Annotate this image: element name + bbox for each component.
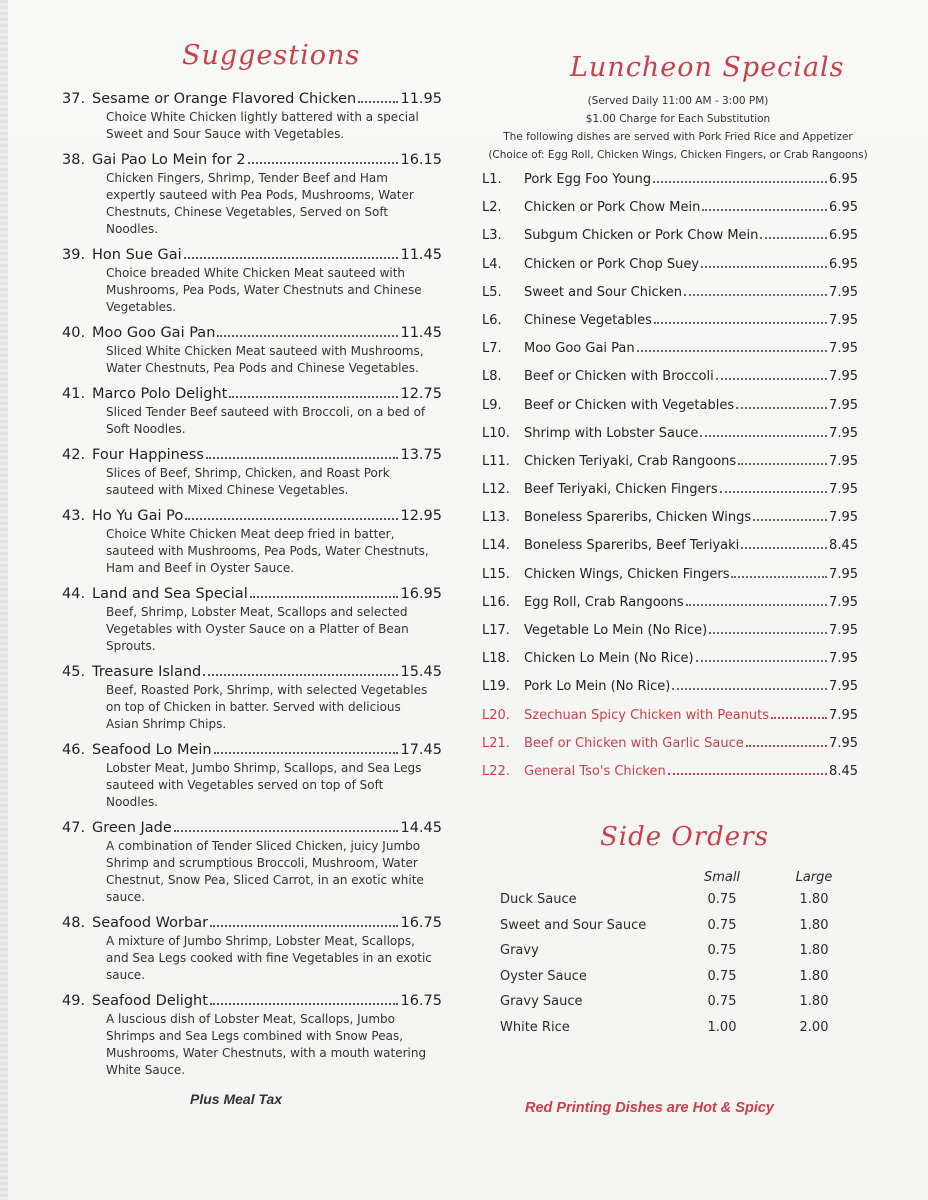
- suggestion-price: 16.15: [400, 152, 442, 168]
- suggestion-item: [62, 385, 442, 438]
- luncheon-item: [482, 764, 858, 792]
- suggestion-item: [62, 446, 442, 499]
- luncheon-code: L11.: [482, 453, 510, 469]
- suggestion-name: Moo Goo Gai Pan: [92, 325, 216, 341]
- luncheon-code: L19.: [482, 679, 510, 695]
- suggestion-heading: [62, 151, 442, 170]
- suggestions-title: Suggestions: [182, 40, 361, 71]
- luncheon-price: 7.95: [829, 341, 858, 357]
- suggestion-number: 37.: [62, 91, 86, 107]
- luncheon-price: 7.95: [829, 453, 858, 469]
- luncheon-charge: $1.00 Charge for Each Substitution: [585, 113, 771, 125]
- luncheon-name: Moo Goo Gai Pan: [524, 341, 635, 357]
- luncheon-name: Subgum Chicken or Pork Chow Mein: [524, 228, 759, 244]
- luncheon-served: (Served Daily 11:00 AM - 3:00 PM): [587, 95, 769, 107]
- suggestion-price: 11.45: [400, 247, 442, 263]
- luncheon-name: Beef or Chicken with Broccoli: [524, 369, 714, 385]
- dot-leader: [731, 576, 827, 578]
- luncheon-name: Beef or Chicken with Vegetables: [524, 397, 735, 413]
- suggestion-heading: [62, 324, 442, 343]
- luncheon-item: [482, 228, 858, 256]
- luncheon-code: L8.: [482, 369, 502, 385]
- side-order-small-price: 0.75: [707, 943, 737, 958]
- suggestion-name: Seafood Lo Mein: [92, 742, 212, 758]
- luncheon-name: Shrimp with Lobster Sauce: [524, 425, 699, 441]
- luncheon-name: Szechuan Spicy Chicken with Peanuts: [524, 707, 770, 723]
- dot-leader: [184, 257, 399, 259]
- luncheon-name: Boneless Spareribs, Chicken Wings: [524, 510, 752, 526]
- luncheon-code: L15.: [482, 566, 510, 582]
- suggestion-price: 17.45: [400, 742, 442, 758]
- side-order-large-price: 1.80: [799, 968, 829, 984]
- dot-leader: [686, 604, 827, 606]
- suggestion-description: Slices of Beef, Shrimp, Chicken, and Roast Pork sauteed with Mixed Chinese Vegetables.: [106, 466, 390, 497]
- suggestion-number: 40.: [62, 325, 86, 341]
- luncheon-info: [478, 92, 878, 164]
- suggestion-price: 11.95: [400, 91, 442, 107]
- luncheon-item: [482, 341, 858, 369]
- suggestion-item: [62, 90, 442, 143]
- suggestion-name: Seafood Worbar: [92, 915, 209, 931]
- luncheon-name: Chicken Teriyaki, Crab Rangoons: [524, 453, 737, 469]
- dot-leader: [214, 752, 399, 754]
- suggestion-heading: [62, 992, 442, 1011]
- suggestion-heading: [62, 585, 442, 604]
- suggestion-number: 46.: [62, 742, 86, 758]
- suggestion-number: 43.: [62, 508, 86, 524]
- luncheon-code: L6.: [482, 312, 502, 328]
- suggestion-description: Chicken Fingers, Shrimp, Tender Beef and Ham expertly sauteed with Pea Pods, Mushrooms, Water Chestnuts, Chinese Vegetables, Served on Soft Noodles.: [106, 171, 414, 236]
- suggestion-number: 44.: [62, 586, 86, 602]
- dot-leader: [702, 209, 827, 211]
- luncheon-code: L21.: [482, 735, 510, 751]
- luncheon-price: 7.95: [829, 369, 858, 385]
- hot-spicy-note: Red Printing Dishes are Hot & Spicy: [525, 1100, 774, 1116]
- luncheon-price: 7.95: [829, 679, 858, 695]
- suggestion-name: Gai Pao Lo Mein for 2: [92, 152, 246, 168]
- luncheon-name: Egg Roll, Crab Rangoons: [524, 594, 684, 610]
- dot-leader: [654, 322, 827, 324]
- suggestion-price: 14.45: [400, 820, 442, 836]
- suggestion-description: A combination of Tender Sliced Chicken, juicy Jumbo Shrimp and scrumptious Broccoli, Mushroom, Water Chestnut, Snow Pea, Sliced Carrot, in an exotic white sauce.: [106, 839, 424, 904]
- dot-leader: [248, 162, 399, 164]
- suggestion-item: [62, 819, 442, 906]
- dot-leader: [668, 773, 827, 775]
- suggestion-number: 48.: [62, 915, 86, 931]
- luncheon-price: 7.95: [829, 284, 858, 300]
- luncheon-price: 7.95: [829, 566, 858, 582]
- luncheon-name: General Tso's Chicken: [524, 763, 666, 779]
- suggestion-description: Choice breaded White Chicken Meat sauteed with Mushrooms, Pea Pods, Water Chestnuts and Chinese Vegetables.: [106, 266, 422, 314]
- luncheon-name: Chicken or Pork Chop Suey: [524, 256, 700, 272]
- luncheon-name: Pork Lo Mein (No Rice): [524, 679, 671, 695]
- luncheon-price: 7.95: [829, 397, 858, 413]
- luncheon-name: Chicken Wings, Chicken Fingers: [524, 566, 730, 582]
- dot-leader: [185, 518, 398, 520]
- luncheon-code: L18.: [482, 651, 510, 667]
- suggestion-description: Sliced Tender Beef sauteed with Broccoli, on a bed of Soft Noodles.: [106, 405, 426, 436]
- luncheon-name: Beef or Chicken with Garlic Sauce: [524, 735, 744, 751]
- suggestion-name: Four Happiness: [92, 447, 204, 463]
- side-order-large-price: 1.80: [799, 994, 829, 1009]
- luncheon-choice: (Choice of: Egg Roll, Chicken Wings, Chicken Fingers, or Crab Rangoons): [488, 149, 868, 161]
- dot-leader: [217, 335, 398, 337]
- suggestion-item: [62, 914, 442, 984]
- side-order-small-price: 1.00: [707, 1019, 737, 1035]
- luncheon-price: 6.95: [829, 172, 858, 187]
- dot-leader: [653, 181, 827, 183]
- luncheon-price: 7.95: [829, 651, 858, 667]
- side-order-small-price: 0.75: [707, 994, 737, 1009]
- suggestion-number: 45.: [62, 664, 86, 680]
- suggestion-name: Sesame or Orange Flavored Chicken: [92, 91, 357, 107]
- page-edge: [0, 0, 8, 1200]
- luncheon-code: L16.: [482, 594, 510, 610]
- suggestion-price: 16.95: [400, 586, 442, 602]
- suggestion-heading: [62, 507, 442, 526]
- luncheon-price: 8.45: [829, 538, 858, 554]
- suggestion-description: A mixture of Jumbo Shrimp, Lobster Meat, Scallops, and Sea Legs cooked with fine Vegetables in an exotic sauce.: [106, 934, 432, 982]
- luncheon-code: L9.: [482, 397, 502, 413]
- suggestion-name: Seafood Delight: [92, 993, 208, 1009]
- suggestion-price: 15.45: [400, 664, 442, 680]
- large-column-label: Large: [795, 870, 833, 885]
- suggestion-item: [62, 585, 442, 655]
- luncheon-item: [482, 426, 858, 454]
- dot-leader: [672, 688, 827, 690]
- suggestion-description: Beef, Roasted Pork, Shrimp, with selected Vegetables on top of Chicken in batter. Served with delicious Asian Shrimp Chips.: [106, 683, 428, 731]
- side-order-large-price: 1.80: [799, 892, 829, 907]
- suggestion-number: 42.: [62, 447, 86, 463]
- luncheon-code: L2.: [482, 200, 502, 216]
- dot-leader: [210, 1003, 399, 1005]
- luncheon-item: [482, 567, 858, 595]
- suggestion-heading: [62, 446, 442, 465]
- luncheon-item: [482, 651, 858, 679]
- luncheon-code: L4.: [482, 256, 502, 272]
- suggestion-item: [62, 663, 442, 733]
- suggestion-number: 47.: [62, 820, 86, 836]
- suggestion-number: 38.: [62, 152, 86, 168]
- luncheon-list: [482, 172, 858, 792]
- suggestion-description: Choice White Chicken lightly battered with a special Sweet and Sour Sauce with Vegetables.: [106, 110, 419, 141]
- dot-leader: [701, 266, 827, 268]
- luncheon-item: [482, 708, 858, 736]
- suggestion-item: [62, 246, 442, 316]
- luncheon-code: L3.: [482, 228, 502, 244]
- side-order-small-price: 0.75: [707, 968, 737, 984]
- suggestion-price: 16.75: [400, 993, 442, 1009]
- side-order-small-price: 0.75: [707, 917, 737, 933]
- luncheon-name: Boneless Spareribs, Beef Teriyaki: [524, 538, 740, 554]
- suggestion-price: 12.75: [400, 386, 442, 402]
- luncheon-item: [482, 538, 858, 566]
- luncheon-item: [482, 679, 858, 707]
- side-order-large-price: 2.00: [799, 1019, 829, 1035]
- side-order-row: [500, 1020, 840, 1046]
- dot-leader: [746, 745, 827, 747]
- tax-note: Plus Meal Tax: [190, 1091, 283, 1107]
- luncheon-item: [482, 482, 858, 510]
- luncheon-item: [482, 313, 858, 341]
- suggestions-list: [62, 90, 442, 1087]
- suggestion-name: Green Jade: [92, 820, 172, 836]
- side-order-name: Oyster Sauce: [500, 968, 587, 984]
- side-order-small-price: 0.75: [707, 892, 737, 907]
- suggestion-name: Treasure Island: [92, 664, 202, 680]
- luncheon-item: [482, 369, 858, 397]
- luncheon-code: L22.: [482, 763, 510, 779]
- luncheon-item: [482, 257, 858, 285]
- suggestion-heading: [62, 385, 442, 404]
- luncheon-price: 7.95: [829, 623, 858, 638]
- luncheon-item: [482, 736, 858, 764]
- suggestion-name: Hon Sue Gai: [92, 247, 182, 263]
- luncheon-item: [482, 398, 858, 426]
- side-order-name: Duck Sauce: [500, 892, 577, 907]
- luncheon-code: L13.: [482, 510, 510, 526]
- luncheon-name: Chicken Lo Mein (No Rice): [524, 651, 694, 667]
- side-orders-table: [500, 870, 840, 1045]
- luncheon-price: 7.95: [829, 735, 858, 751]
- suggestion-item: [62, 324, 442, 377]
- luncheon-name: Chicken or Pork Chow Mein: [524, 200, 701, 216]
- dot-leader: [736, 407, 827, 409]
- suggestion-price: 13.75: [400, 447, 442, 463]
- luncheon-price: 7.95: [829, 707, 858, 723]
- suggestion-heading: [62, 663, 442, 682]
- dot-leader: [771, 717, 827, 719]
- luncheon-includes: The following dishes are served with Pork Fried Rice and Appetizer: [503, 131, 853, 143]
- luncheon-item: [482, 172, 858, 200]
- side-order-row: [500, 943, 840, 969]
- luncheon-code: L10.: [482, 425, 510, 441]
- dot-leader: [738, 463, 827, 465]
- suggestion-item: [62, 507, 442, 577]
- luncheon-name: Pork Egg Foo Young: [524, 172, 652, 187]
- luncheon-name: Vegetable Lo Mein (No Rice): [524, 623, 708, 638]
- dot-leader: [753, 519, 827, 521]
- suggestion-description: A luscious dish of Lobster Meat, Scallops, Jumbo Shrimps and Sea Legs combined with Snow Peas, Mushrooms, Water Chestnuts, with a mouth watering White Sauce.: [106, 1012, 427, 1077]
- luncheon-price: 7.95: [829, 312, 858, 328]
- dot-leader: [250, 596, 399, 598]
- dot-leader: [203, 674, 398, 676]
- side-order-large-price: 1.80: [799, 917, 829, 933]
- side-order-row: [500, 918, 840, 944]
- luncheon-item: [482, 285, 858, 313]
- suggestion-item: [62, 992, 442, 1079]
- dot-leader: [741, 547, 827, 549]
- luncheon-price: 6.95: [829, 228, 858, 244]
- luncheon-item: [482, 200, 858, 228]
- luncheon-code: L5.: [482, 284, 502, 300]
- luncheon-item: [482, 510, 858, 538]
- dot-leader: [229, 396, 398, 398]
- suggestion-description: Choice White Chicken Meat deep fried in batter, sauteed with Mushrooms, Pea Pods, Water Chestnuts, Ham and Beef in Oyster Sauce.: [106, 527, 429, 575]
- suggestion-number: 49.: [62, 993, 86, 1009]
- luncheon-price: 7.95: [829, 594, 858, 610]
- side-order-row: [500, 994, 840, 1020]
- side-order-name: Gravy Sauce: [500, 994, 583, 1009]
- suggestion-description: Sliced White Chicken Meat sauteed with Mushrooms, Water Chestnuts, Pea Pods and Chinese Vegetables.: [106, 344, 424, 375]
- luncheon-price: 7.95: [829, 425, 858, 441]
- luncheon-name: Chinese Vegetables: [524, 312, 652, 328]
- dot-leader: [720, 491, 827, 493]
- suggestion-description: Lobster Meat, Jumbo Shrimp, Scallops, and Sea Legs sauteed with Vegetables served on top of Soft Noodles.: [106, 761, 422, 809]
- suggestion-name: Ho Yu Gai Po: [92, 508, 184, 524]
- dot-leader: [716, 378, 827, 380]
- luncheon-price: 6.95: [829, 200, 858, 216]
- suggestion-heading: [62, 819, 442, 838]
- luncheon-item: [482, 595, 858, 623]
- suggestion-item: [62, 741, 442, 811]
- luncheon-code: L7.: [482, 341, 502, 357]
- suggestion-item: [62, 151, 442, 238]
- suggestion-number: 41.: [62, 386, 86, 402]
- side-order-row: [500, 892, 840, 918]
- dot-leader: [358, 101, 398, 103]
- luncheon-title: Luncheon Specials: [570, 52, 845, 83]
- luncheon-price: 6.95: [829, 256, 858, 272]
- dot-leader: [760, 237, 827, 239]
- suggestion-name: Land and Sea Special: [92, 586, 248, 602]
- suggestion-price: 16.75: [400, 915, 442, 931]
- side-orders-title: Side Orders: [600, 822, 769, 852]
- luncheon-name: Beef Teriyaki, Chicken Fingers: [524, 482, 718, 498]
- luncheon-code: L12.: [482, 482, 510, 498]
- side-order-name: Gravy: [500, 943, 539, 958]
- side-order-row: [500, 969, 840, 995]
- side-orders-header: [500, 870, 840, 892]
- suggestion-price: 12.95: [400, 508, 442, 524]
- suggestion-heading: [62, 741, 442, 760]
- suggestion-number: 39.: [62, 247, 86, 263]
- suggestion-description: Beef, Shrimp, Lobster Meat, Scallops and selected Vegetables with Oyster Sauce on a Platter of Bean Sprouts.: [106, 605, 409, 653]
- side-order-name: White Rice: [500, 1019, 570, 1035]
- dot-leader: [174, 830, 399, 832]
- luncheon-item: [482, 623, 858, 651]
- small-column-label: Small: [703, 870, 741, 885]
- suggestion-heading: [62, 90, 442, 109]
- suggestion-price: 11.45: [400, 325, 442, 341]
- luncheon-price: 7.95: [829, 510, 858, 526]
- dot-leader: [700, 435, 827, 437]
- dot-leader: [684, 294, 827, 296]
- luncheon-code: L17.: [482, 623, 510, 638]
- luncheon-price: 8.45: [829, 763, 858, 779]
- luncheon-code: L20.: [482, 707, 510, 723]
- luncheon-code: L1.: [482, 172, 502, 187]
- suggestion-heading: [62, 914, 442, 933]
- dot-leader: [709, 632, 827, 634]
- luncheon-code: L14.: [482, 538, 510, 554]
- luncheon-item: [482, 454, 858, 482]
- suggestion-name: Marco Polo Delight: [92, 386, 228, 402]
- luncheon-name: Sweet and Sour Chicken: [524, 284, 682, 300]
- dot-leader: [210, 925, 398, 927]
- side-order-name: Sweet and Sour Sauce: [500, 917, 647, 933]
- luncheon-price: 7.95: [829, 482, 858, 498]
- side-order-large-price: 1.80: [799, 943, 829, 958]
- dot-leader: [637, 350, 827, 352]
- dot-leader: [696, 660, 827, 662]
- suggestion-heading: [62, 246, 442, 265]
- dot-leader: [206, 457, 399, 459]
